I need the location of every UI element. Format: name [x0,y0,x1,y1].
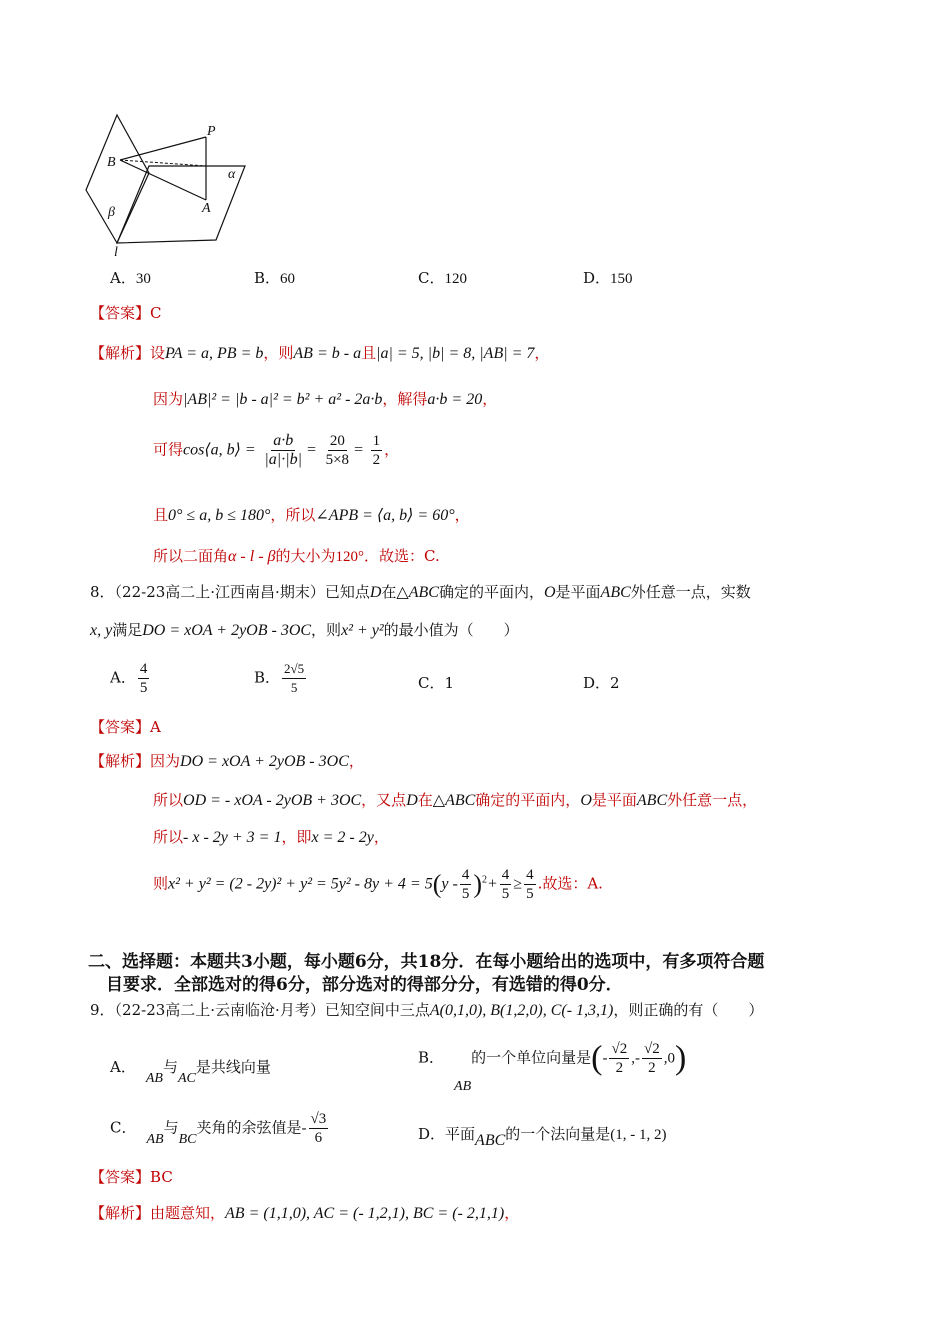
q8-option-d: D．2 [583,674,620,692]
label-l: l [114,245,118,258]
q8-stem-line2: x, y满足DO = xOA + 2yOB - 3OC，则x² + y²的最小值为（ ） [90,621,519,639]
q7-analysis-line4: 且0° ≤ a, b ≤ 180°，所以∠APB = ⟨a, b⟩ = 60°， [153,506,470,524]
q8-answer: 【答案】A [90,718,161,736]
label-beta: β [108,205,115,220]
q8-analysis-line3: 所以- x - 2y + 3 = 1，即x = 2 - 2y， [153,828,389,846]
q7-option-c: C．120 [418,269,467,287]
section2-heading-line1: 二、选择题：本题共3小题，每小题6分，共18分．在每小题给出的选项中，有多项符合题 [88,952,765,972]
q8-option-b: B． $\frac{2√5}{5}$ [254,661,305,695]
q7-option-b: B．60 [254,269,296,287]
q9-analysis-line1: 【解析】由题意知，AB = (1,1,0), AC = (- 1,2,1), BC = (- 2,1,1)， [90,1204,520,1222]
q9-option-a: A．AB与AC是共线向量 [110,1058,271,1086]
q7-analysis-line1: 【解析】设PA = a, PB = b，则AB = b - a且|a| = 5, |b| = 8, |AB| = 7， [90,344,550,362]
plane-beta [86,115,149,243]
q7-option-a: A．30 [110,269,151,287]
label-b: B [107,155,116,170]
q7-answer: 【答案】C [90,304,162,322]
q7-option-d: D．150 [583,269,633,287]
dihedral-figure [80,108,255,258]
q8-analysis-line4: 则x² + y² = (2 - 2y)² + y² = 5y² - 8y + 4 = 5(y - $\frac{4}{5}$ )$^2$+ $\frac{4}{5}$ ≥ $\frac{4}{5}$ .故选：A. [153,867,603,902]
q8-analysis-line1: 【解析】因为DO = xOA + 2yOB - 3OC， [90,752,364,770]
q9-option-c: C．AB与BC夹角的余弦值是- $\frac{√3}{6}$ [110,1111,327,1147]
q7-analysis-line5: 所以二面角α - l - β的大小为120°．故选：C. [153,547,440,565]
q8-option-a: A． $\frac{4}{5}$ [110,661,148,696]
edge-bp [120,137,206,160]
plane-alpha [117,166,245,243]
label-a: A [202,201,211,216]
edge-b-hidden [120,160,206,166]
q8-stem-line1: 8．（22-23高二上·江西南昌·期末）已知点D在△ABC确定的平面内，O是平面ABC外任意一点，实数 [90,583,751,601]
q7-analysis-line2: 因为|AB|² = |b - a|² = b² + a² - 2a·b，解得a·b = 20， [153,390,498,408]
section2-heading-line2: 目要求．全部选对的得6分，部分选对的得部分分，有选错的得0分． [106,975,623,995]
q8-analysis-line2: 所以OD = - xOA - 2yOB + 3OC，又点D在△ABC确定的平面内，O是平面ABC外任意一点， [153,791,758,809]
q8-option-c: C．1 [418,674,455,692]
q9-option-d: D．平面ABC的一个法向量是(1, - 1, 2) [418,1125,667,1149]
q9-answer: 【答案】BC [90,1168,173,1186]
q9-option-b: B．AB的一个单位向量是(- $\frac{√2}{2}$ ,- $\frac{√2}{2}$ ,0) [418,1039,687,1094]
label-p: P [207,124,216,139]
q7-analysis-line3: 可得cos⟨a, b⟩ = $\frac{a\cdot b}{|a|\cdot|b|}$ = $\frac{20}{5\times 8}$ = $\frac{1}{2}$ ， [153,432,400,468]
q9-stem: 9．（22-23高二上·云南临沧·月考）已知空间中三点A(0,1,0), B(1,2,0), C(- 1,3,1)，则正确的有（ ） [90,1001,764,1019]
label-alpha: α [228,167,236,182]
